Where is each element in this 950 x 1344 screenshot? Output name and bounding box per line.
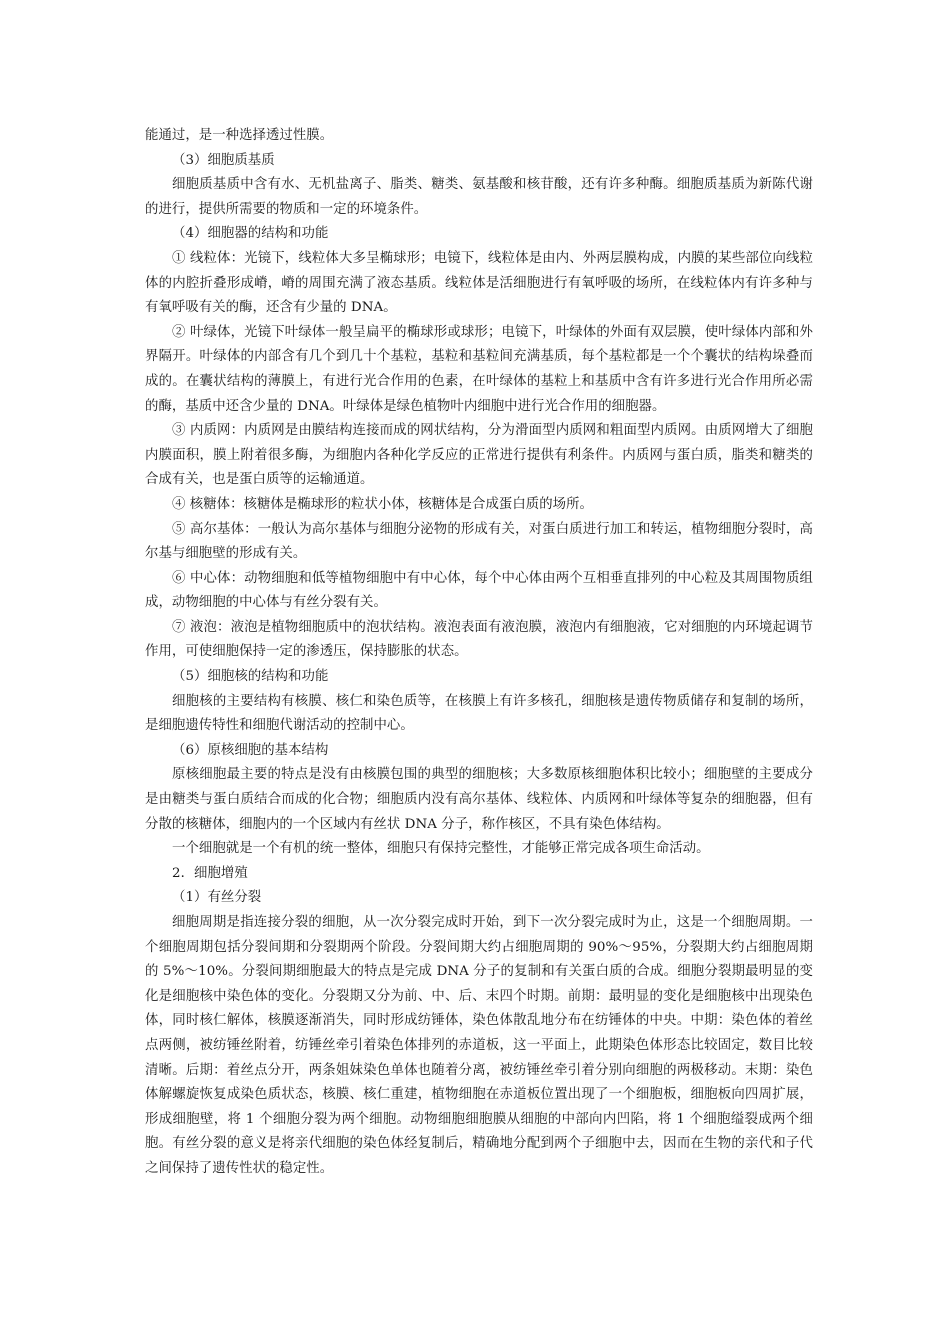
paragraph-golgi: ⑤ 高尔基体：一般认为高尔基体与细胞分泌物的形成有关，对蛋白质进行加工和转运，植物细胞分裂时，高尔基与细胞壁的形成有关。 (145, 521, 813, 562)
paragraph-endoplasmic-reticulum: ③ 内质网：内质网是由膜结构连接而成的网状结构，分为滑面型内质网和粗面型内质网。由质网增大了细胞内膜面积，膜上附着很多酶，为细胞内各种化学反应的正常进行提供有利条件。内质网与蛋白质，脂类和糖类的合成有关，也是蛋白质等的运输通道。 (145, 423, 813, 488)
paragraph-mitochondria: ① 线粒体：光镜下，线粒体大多呈椭球形；电镜下，线粒体是由内、外两层膜构成，内膜的某些部位向线粒体的内腔折叠形成嵴，嵴的周围充满了液态基质。线粒体是活细胞进行有氧呼吸的场所，在线粒体内有许多种与有氧呼吸有关的酶，还含有少量的 DNA。 (145, 250, 813, 316)
paragraph-prokaryote: 原核细胞最主要的特点是没有由核膜包围的典型的细胞核；大多数原核细胞体积比较小；细胞壁的主要成分是由糖类与蛋白质结合而成的化合物；细胞质内没有高尔基体、线粒体、内质网和叶绿体等复杂的细胞器，但有分散的核糖体，细胞内的一个区域内有丝状 DNA 分子，称作核区，不具有染色体结构。 (145, 767, 813, 832)
section-heading-nucleus: （5）细胞核的结构和功能 (172, 669, 329, 685)
paragraph-chloroplast: ② 叶绿体，光镜下叶绿体一般呈扁平的椭球形或球形；电镜下，叶绿体的外面有双层膜，使叶绿体内部和外界隔开。叶绿体的内部含有几个到几十个基粒，基粒和基粒间充满基质，每个基粒都是一个个囊状的结构垛叠而成的。在囊状结构的薄膜上，有进行光合作用的色素，在叶绿体的基粒上和基质中含有许多进行光合作用所必需的酶，基质中还含少量的 DNA。叶绿体是绿色植物叶内细胞中进行光合作用的细胞器。 (145, 324, 813, 414)
paragraph-cell-integrity: 一个细胞就是一个有机的统一整体，细胞只有保持完整性，才能够正常完成各项生命活动。 (172, 841, 710, 857)
section-heading-prokaryote: （6）原核细胞的基本结构 (172, 742, 329, 758)
section-heading-cytoplasm-matrix: （3）细胞质基质 (172, 152, 275, 168)
section-heading-organelles: （4）细胞器的结构和功能 (172, 226, 329, 242)
paragraph-continuation: 能通过，是一种选择透过性膜。 (145, 128, 334, 143)
paragraph-mitosis: 细胞周期是指连接分裂的细胞，从一次分裂完成时开始，到下一次分裂完成时为止，这是一个细胞周期。一个细胞周期包括分裂间期和分裂期两个阶段。分裂间期大约占细胞周期的 90%～95%，分裂期大约占细胞周期的 5%～10%。分裂间期细胞最大的特点是完成 DNA 分子的复制和有关蛋白质的合成。细胞分裂期最明显的变化是细胞核中染色体的变化。分裂期又分为前、中、后、末四个时期。前期：最明显的变化是细胞核中出现染色体，同时核仁解体，核膜逐渐消失，同时形成纺锤体，染色体散乱地分布在纺锤体的中央。中期：染色体的着丝点两侧，被纺锤丝附着，纺锤丝牵引着染色体排列的赤道板，这一平面上，此期染色体形态比较固定，数目比较清晰。后期：着丝点分开，两条姐妹染色单体也随着分离，被纺锤丝牵引着分别向细胞的两极移动。末期：染色体解螺旋恢复成染色质状态，核膜、核仁重建，植物细胞在赤道板位置出现了一个细胞板，细胞板向四周扩展，形成细胞壁，将 1 个细胞分裂为两个细胞。动物细胞细胞膜从细胞的中部向内凹陷，将 1 个细胞缢裂成两个细胞。有丝分裂的意义是将亲代细胞的染色体经复制后，精确地分配到两个子细胞中去，因而在生物的亲代和子代之间保持了遗传性状的稳定性。 (145, 915, 813, 1176)
paragraph-ribosome: ④ 核糖体：核糖体是椭球形的粒状小体，核糖体是合成蛋白质的场所。 (172, 496, 593, 512)
document-page (145, 124, 813, 1182)
paragraph-vacuole: ⑦ 液泡：液泡是植物细胞质中的泡状结构。液泡表面有液泡膜，液泡内有细胞液，它对细胞的内环境起调节作用，可使细胞保持一定的渗透压，保持膨胀的状态。 (145, 619, 813, 660)
paragraph-cytoplasm-matrix: 细胞质基质中含有水、无机盐离子、脂类、糖类、氨基酸和核苷酸，还有许多种酶。细胞质基质为新陈代谢的进行，提供所需要的物质和一定的环境条件。 (145, 177, 813, 217)
section-heading-mitosis: （1）有丝分裂 (172, 890, 262, 906)
section-heading-cell-proliferation: 2．细胞增殖 (172, 865, 248, 881)
paragraph-nucleus: 细胞核的主要结构有核膜、核仁和染色质等，在核膜上有许多核孔，细胞核是遗传物质储存和复制的场所，是细胞遗传特性和细胞代谢活动的控制中心。 (145, 693, 813, 734)
paragraph-centrosome: ⑥ 中心体：动物细胞和低等植物细胞中有中心体，每个中心体由两个互相垂直排列的中心粒及其周围物质组成，动物细胞的中心体与有丝分裂有关。 (145, 570, 813, 611)
